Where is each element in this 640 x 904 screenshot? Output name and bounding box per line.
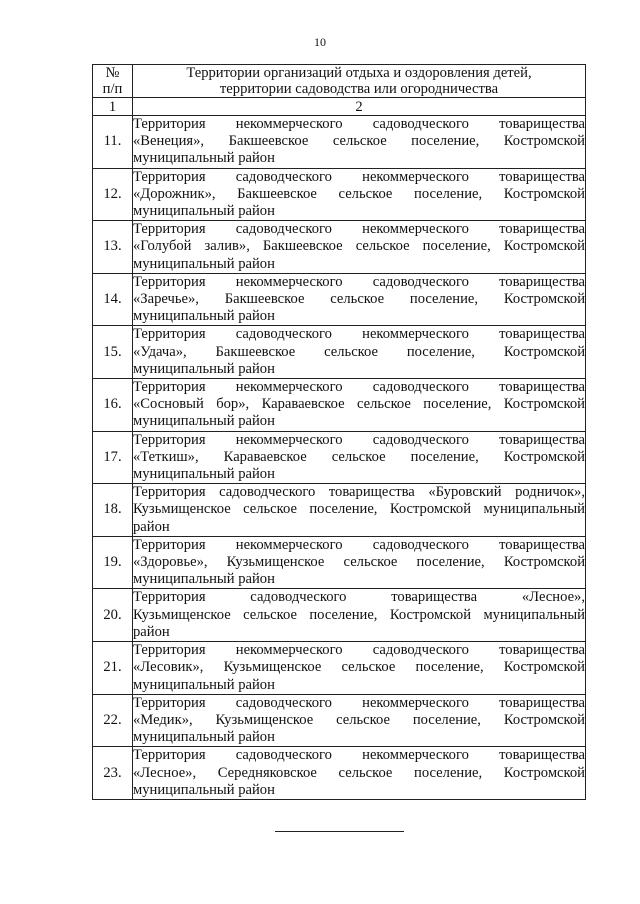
table-row: [93, 484, 586, 537]
row-description: [133, 168, 586, 221]
description-line: муниципальный район: [133, 571, 275, 588]
row-number: 23.: [93, 747, 133, 800]
description-line: Территория садоводческого некоммерческого товарищества: [133, 168, 585, 185]
column-number: 2: [133, 98, 586, 116]
description-line: Территория садоводческого некоммерческого товарищества: [133, 326, 585, 343]
header-title-line: Территории организаций отдыха и оздоровления детей,: [186, 65, 532, 81]
table-row: [93, 694, 586, 747]
row-description: [133, 273, 586, 326]
row-number: 13.: [93, 221, 133, 274]
description-line: Территория некоммерческого садоводческого товарищества: [133, 431, 585, 448]
table-row: [93, 168, 586, 221]
description-line: «Венеция», Бакшеевское сельское поселение, Костромской: [133, 133, 585, 150]
description-line: муниципальный район: [133, 413, 275, 430]
row-description: [133, 431, 586, 484]
description-line: Территория садоводческого товарищества «Лесное»,: [133, 589, 585, 606]
table-row: [93, 116, 586, 169]
description-line: Кузьмищенское сельское поселение, Костромской муниципальный: [133, 501, 585, 518]
description-line: Территория некоммерческого садоводческого товарищества: [133, 379, 585, 396]
description-line: Территория садоводческого товарищества «Буровский родничок»,: [133, 484, 585, 501]
description-line: Территория некоммерческого садоводческого товарищества: [133, 273, 585, 290]
description-line: Территория садоводческого некоммерческого товарищества: [133, 221, 585, 238]
description-line: Территория садоводческого некоммерческого товарищества: [133, 694, 585, 711]
description-line: «Сосновый бор», Караваевское сельское поселение, Костромской: [133, 396, 585, 413]
description-line: «Голубой залив», Бакшеевское сельское поселение, Костромской: [133, 238, 585, 255]
row-number: 12.: [93, 168, 133, 221]
row-number: 16.: [93, 379, 133, 432]
table-row: [93, 379, 586, 432]
row-description: [133, 589, 586, 642]
table-row: [93, 536, 586, 589]
row-description: [133, 326, 586, 379]
page-number: 10: [314, 35, 326, 49]
description-line: муниципальный район: [133, 203, 275, 220]
table-row: [93, 747, 586, 800]
description-line: муниципальный район: [133, 255, 275, 272]
description-line: Территория некоммерческого садоводческого товарищества: [133, 116, 585, 132]
territories-table: [92, 64, 586, 800]
description-line: муниципальный район: [133, 729, 275, 746]
description-line: район: [133, 623, 170, 640]
row-number: 17.: [93, 431, 133, 484]
closing-rule: [275, 831, 404, 832]
table-body: [93, 116, 586, 800]
description-line: «Лесное», Середняковское сельское поселение, Костромской: [133, 764, 585, 781]
description-line: «Здоровье», Кузьмищенское сельское поселение, Костромской: [133, 554, 585, 571]
header-number-label: №: [105, 65, 120, 81]
row-number: 21.: [93, 642, 133, 695]
row-description: [133, 642, 586, 695]
table-row: [93, 326, 586, 379]
column-numbers-row: [93, 98, 586, 116]
row-description: [133, 536, 586, 589]
description-line: муниципальный район: [133, 360, 275, 377]
table-row: [93, 221, 586, 274]
row-number: 11.: [93, 116, 133, 169]
description-line: муниципальный район: [133, 781, 275, 798]
row-number: 19.: [93, 536, 133, 589]
row-description: [133, 221, 586, 274]
header-number-sublabel: п/п: [102, 81, 123, 97]
row-description: [133, 379, 586, 432]
row-description: [133, 694, 586, 747]
row-number: 18.: [93, 484, 133, 537]
description-line: муниципальный район: [133, 466, 275, 483]
row-description: [133, 116, 586, 169]
row-number: 14.: [93, 273, 133, 326]
table-header-row: [93, 65, 586, 98]
row-number: 20.: [93, 589, 133, 642]
description-line: муниципальный район: [133, 676, 275, 693]
table-row: [93, 273, 586, 326]
description-line: Территория садоводческого некоммерческого товарищества: [133, 747, 585, 764]
header-number-cell: [93, 65, 133, 98]
table-row: [93, 589, 586, 642]
description-line: «Заречье», Бакшеевское сельское поселение, Костромской: [133, 291, 585, 308]
row-description: [133, 747, 586, 800]
description-line: муниципальный район: [133, 150, 275, 167]
table-row: [93, 431, 586, 484]
description-line: «Медик», Кузьмищенское сельское поселение, Костромской: [133, 711, 585, 728]
description-line: район: [133, 518, 170, 535]
row-description: [133, 484, 586, 537]
description-line: «Теткиш», Караваевское сельское поселение, Костромской: [133, 448, 585, 465]
description-line: Кузьмищенское сельское поселение, Костромской муниципальный: [133, 606, 585, 623]
row-number: 15.: [93, 326, 133, 379]
column-number: 1: [93, 98, 133, 116]
header-title-line: территории садоводства или огородничества: [219, 81, 499, 97]
description-line: «Дорожник», Бакшеевское сельское поселение, Костромской: [133, 185, 585, 202]
description-line: муниципальный район: [133, 308, 275, 325]
header-title-cell: [133, 65, 586, 98]
description-line: «Лесовик», Кузьмищенское сельское поселение, Костромской: [133, 659, 585, 676]
description-line: «Удача», Бакшеевское сельское поселение, Костромской: [133, 343, 585, 360]
row-number: 22.: [93, 694, 133, 747]
table-row: [93, 642, 586, 695]
description-line: Территория некоммерческого садоводческого товарищества: [133, 536, 585, 553]
description-line: Территория некоммерческого садоводческого товарищества: [133, 642, 585, 659]
